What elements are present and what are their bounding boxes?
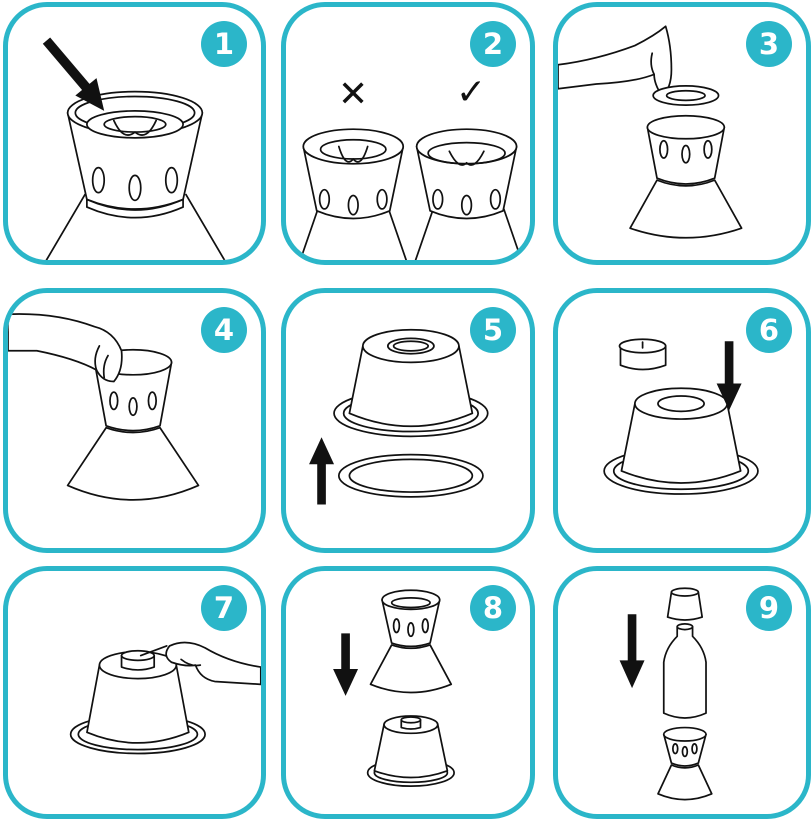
step-5-badge: 5 [470, 307, 516, 353]
step-7-badge: 7 [201, 585, 247, 631]
step-1-panel [3, 2, 266, 265]
step-8-badge: 8 [470, 585, 516, 631]
step-4-panel [3, 288, 266, 553]
step-4-badge: 4 [201, 307, 247, 353]
check-mark-icon: ✓ [456, 72, 487, 113]
step-9-panel [553, 566, 811, 819]
step-6-badge: 6 [746, 307, 792, 353]
step-3-badge: 3 [746, 21, 792, 67]
step-8-panel [281, 566, 535, 819]
wrong-mark-icon: ✕ [338, 74, 369, 115]
step-2-panel [281, 2, 535, 265]
step-6-panel [553, 288, 811, 553]
step-3-panel [553, 2, 811, 265]
step-7-panel [3, 566, 266, 819]
step-5-panel [281, 288, 535, 553]
step-2-badge: 2 [470, 21, 516, 67]
step-9-badge: 9 [746, 585, 792, 631]
step-1-badge: 1 [201, 21, 247, 67]
